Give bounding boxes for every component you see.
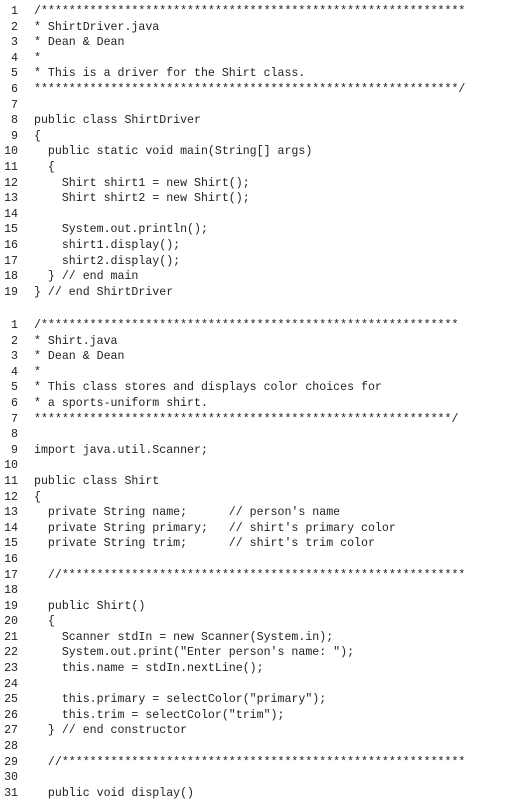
- code-line: [0, 677, 516, 693]
- code-text: /*************************************************************: [34, 5, 466, 18]
- code-line: [0, 349, 516, 365]
- code-line: [0, 269, 516, 285]
- line-number: 4: [11, 51, 18, 65]
- code-line: [0, 458, 516, 474]
- code-line: [0, 191, 516, 207]
- line-number: 11: [4, 160, 18, 174]
- code-line: [0, 505, 516, 521]
- line-number: 21: [4, 630, 18, 644]
- code-text: System.out.println();: [34, 223, 208, 237]
- line-number: 25: [4, 693, 18, 707]
- code-text: {: [34, 160, 55, 174]
- line-number: 4: [11, 365, 18, 379]
- line-number: 12: [4, 490, 18, 504]
- code-line: [0, 160, 516, 176]
- code-line: [0, 51, 516, 67]
- code-line: [0, 82, 516, 98]
- line-number: 31: [4, 786, 18, 800]
- line-number: 13: [4, 506, 18, 520]
- line-number: 12: [4, 176, 18, 190]
- line-number: 16: [4, 552, 18, 566]
- code-line: [0, 786, 516, 802]
- code-text: public void display(): [34, 786, 195, 800]
- code-line: [0, 521, 516, 537]
- code-text: {: [34, 615, 55, 629]
- code-line: [0, 770, 516, 786]
- code-line: [0, 599, 516, 615]
- line-number: 20: [4, 615, 18, 629]
- code-text: this.primary = selectColor("primary");: [34, 693, 327, 707]
- code-text: } // end constructor: [34, 724, 188, 738]
- line-number: 6: [11, 396, 18, 410]
- code-line: [0, 144, 516, 160]
- line-number: 28: [4, 740, 18, 754]
- line-number: 10: [4, 145, 18, 159]
- line-number: 17: [4, 568, 18, 582]
- shirt-driver-listing: [0, 4, 516, 300]
- code-text: ************************************************************/: [34, 412, 459, 426]
- code-text: public class Shirt: [34, 474, 160, 488]
- code-text: Shirt shirt2 = new Shirt();: [34, 192, 250, 206]
- code-text: * Dean & Dean: [34, 36, 125, 50]
- line-number: 2: [11, 334, 18, 348]
- code-line: [0, 474, 516, 490]
- line-number: 15: [4, 223, 18, 237]
- line-number: 2: [11, 20, 18, 34]
- line-number: 11: [4, 474, 18, 488]
- code-text: * This is a driver for the Shirt class.: [34, 67, 306, 81]
- line-number: 10: [4, 459, 18, 473]
- code-text: //**********************************************************: [34, 568, 466, 582]
- code-line: [0, 427, 516, 443]
- code-line: [0, 129, 516, 145]
- code-line: [0, 365, 516, 381]
- code-text: public class ShirtDriver: [34, 114, 201, 128]
- line-number: 9: [11, 129, 18, 143]
- line-number: 14: [4, 207, 18, 221]
- line-number: 1: [11, 319, 18, 332]
- line-number: 17: [4, 254, 18, 268]
- code-line: [0, 380, 516, 396]
- line-number: 8: [11, 114, 18, 128]
- code-line: [0, 113, 516, 129]
- code-text: this.trim = selectColor("trim");: [34, 708, 285, 722]
- code-line: [0, 645, 516, 661]
- code-text: * a sports-uniform shirt.: [34, 396, 208, 410]
- code-line: [0, 630, 516, 646]
- code-text: } // end ShirtDriver: [34, 285, 174, 299]
- line-number: 5: [11, 67, 18, 81]
- line-number: 22: [4, 646, 18, 660]
- line-number: 7: [11, 98, 18, 112]
- line-number: 19: [4, 599, 18, 613]
- line-number: 3: [11, 36, 18, 50]
- code-text: *: [34, 51, 41, 65]
- code-line: [0, 692, 516, 708]
- code-line: [0, 443, 516, 459]
- code-text: private String name; // person's name: [34, 506, 341, 520]
- code-text: public Shirt(): [34, 599, 146, 613]
- code-line: [0, 238, 516, 254]
- line-number: 8: [11, 428, 18, 442]
- code-text: private String trim; // shirt's trim color: [34, 537, 375, 551]
- line-number: 30: [4, 771, 18, 785]
- code-text: /************************************************************: [34, 319, 459, 332]
- line-number: 18: [4, 584, 18, 598]
- code-text: * Dean & Dean: [34, 350, 125, 364]
- line-number: 1: [11, 5, 18, 18]
- code-text: {: [34, 129, 41, 143]
- code-text: import java.util.Scanner;: [34, 443, 208, 457]
- line-number: 6: [11, 82, 18, 96]
- code-line: [0, 614, 516, 630]
- line-number: 3: [11, 350, 18, 364]
- line-number: 15: [4, 537, 18, 551]
- code-text: } // end main: [34, 270, 139, 284]
- line-number: 27: [4, 724, 18, 738]
- code-text: private String primary; // shirt's primary color: [34, 521, 396, 535]
- line-number: 26: [4, 708, 18, 722]
- code-line: [0, 66, 516, 82]
- code-line: [0, 739, 516, 755]
- code-text: this.name = stdIn.nextLine();: [34, 662, 264, 676]
- line-number: 29: [4, 755, 18, 769]
- line-number: 9: [11, 443, 18, 457]
- code-line: [0, 222, 516, 238]
- line-number: 19: [4, 285, 18, 299]
- code-line: [0, 285, 516, 301]
- code-text: public static void main(String[] args): [34, 145, 313, 159]
- code-text: * This class stores and displays color choices for: [34, 381, 382, 395]
- code-text: System.out.print("Enter person's name: ");: [34, 646, 355, 660]
- code-text: *: [34, 365, 41, 379]
- code-text: {: [34, 490, 41, 504]
- code-line: [0, 318, 516, 334]
- code-text: shirt1.display();: [34, 238, 181, 252]
- code-text: Shirt shirt1 = new Shirt();: [34, 176, 250, 190]
- code-line: [0, 723, 516, 739]
- code-line: [0, 334, 516, 350]
- code-text: * Shirt.java: [34, 334, 118, 348]
- line-number: 23: [4, 662, 18, 676]
- code-line: [0, 583, 516, 599]
- code-line: [0, 536, 516, 552]
- code-line: [0, 755, 516, 771]
- line-number: 24: [4, 677, 18, 691]
- code-line: [0, 20, 516, 36]
- code-line: [0, 176, 516, 192]
- code-text: //**********************************************************: [34, 755, 466, 769]
- code-text: *************************************************************/: [34, 82, 466, 96]
- code-line: [0, 552, 516, 568]
- code-text: Scanner stdIn = new Scanner(System.in);: [34, 630, 334, 644]
- line-number: 18: [4, 270, 18, 284]
- code-text: * ShirtDriver.java: [34, 20, 160, 34]
- line-number: 5: [11, 381, 18, 395]
- line-number: 14: [4, 521, 18, 535]
- code-line: [0, 490, 516, 506]
- code-line: [0, 254, 516, 270]
- code-line: [0, 661, 516, 677]
- code-line: [0, 207, 516, 223]
- shirt-listing: [0, 318, 516, 801]
- code-line: [0, 412, 516, 428]
- code-line: [0, 98, 516, 114]
- code-line: [0, 708, 516, 724]
- line-number: 16: [4, 238, 18, 252]
- code-line: [0, 4, 516, 20]
- line-number: 7: [11, 412, 18, 426]
- code-line: [0, 568, 516, 584]
- code-line: [0, 396, 516, 412]
- code-line: [0, 35, 516, 51]
- code-text: shirt2.display();: [34, 254, 181, 268]
- line-number: 13: [4, 192, 18, 206]
